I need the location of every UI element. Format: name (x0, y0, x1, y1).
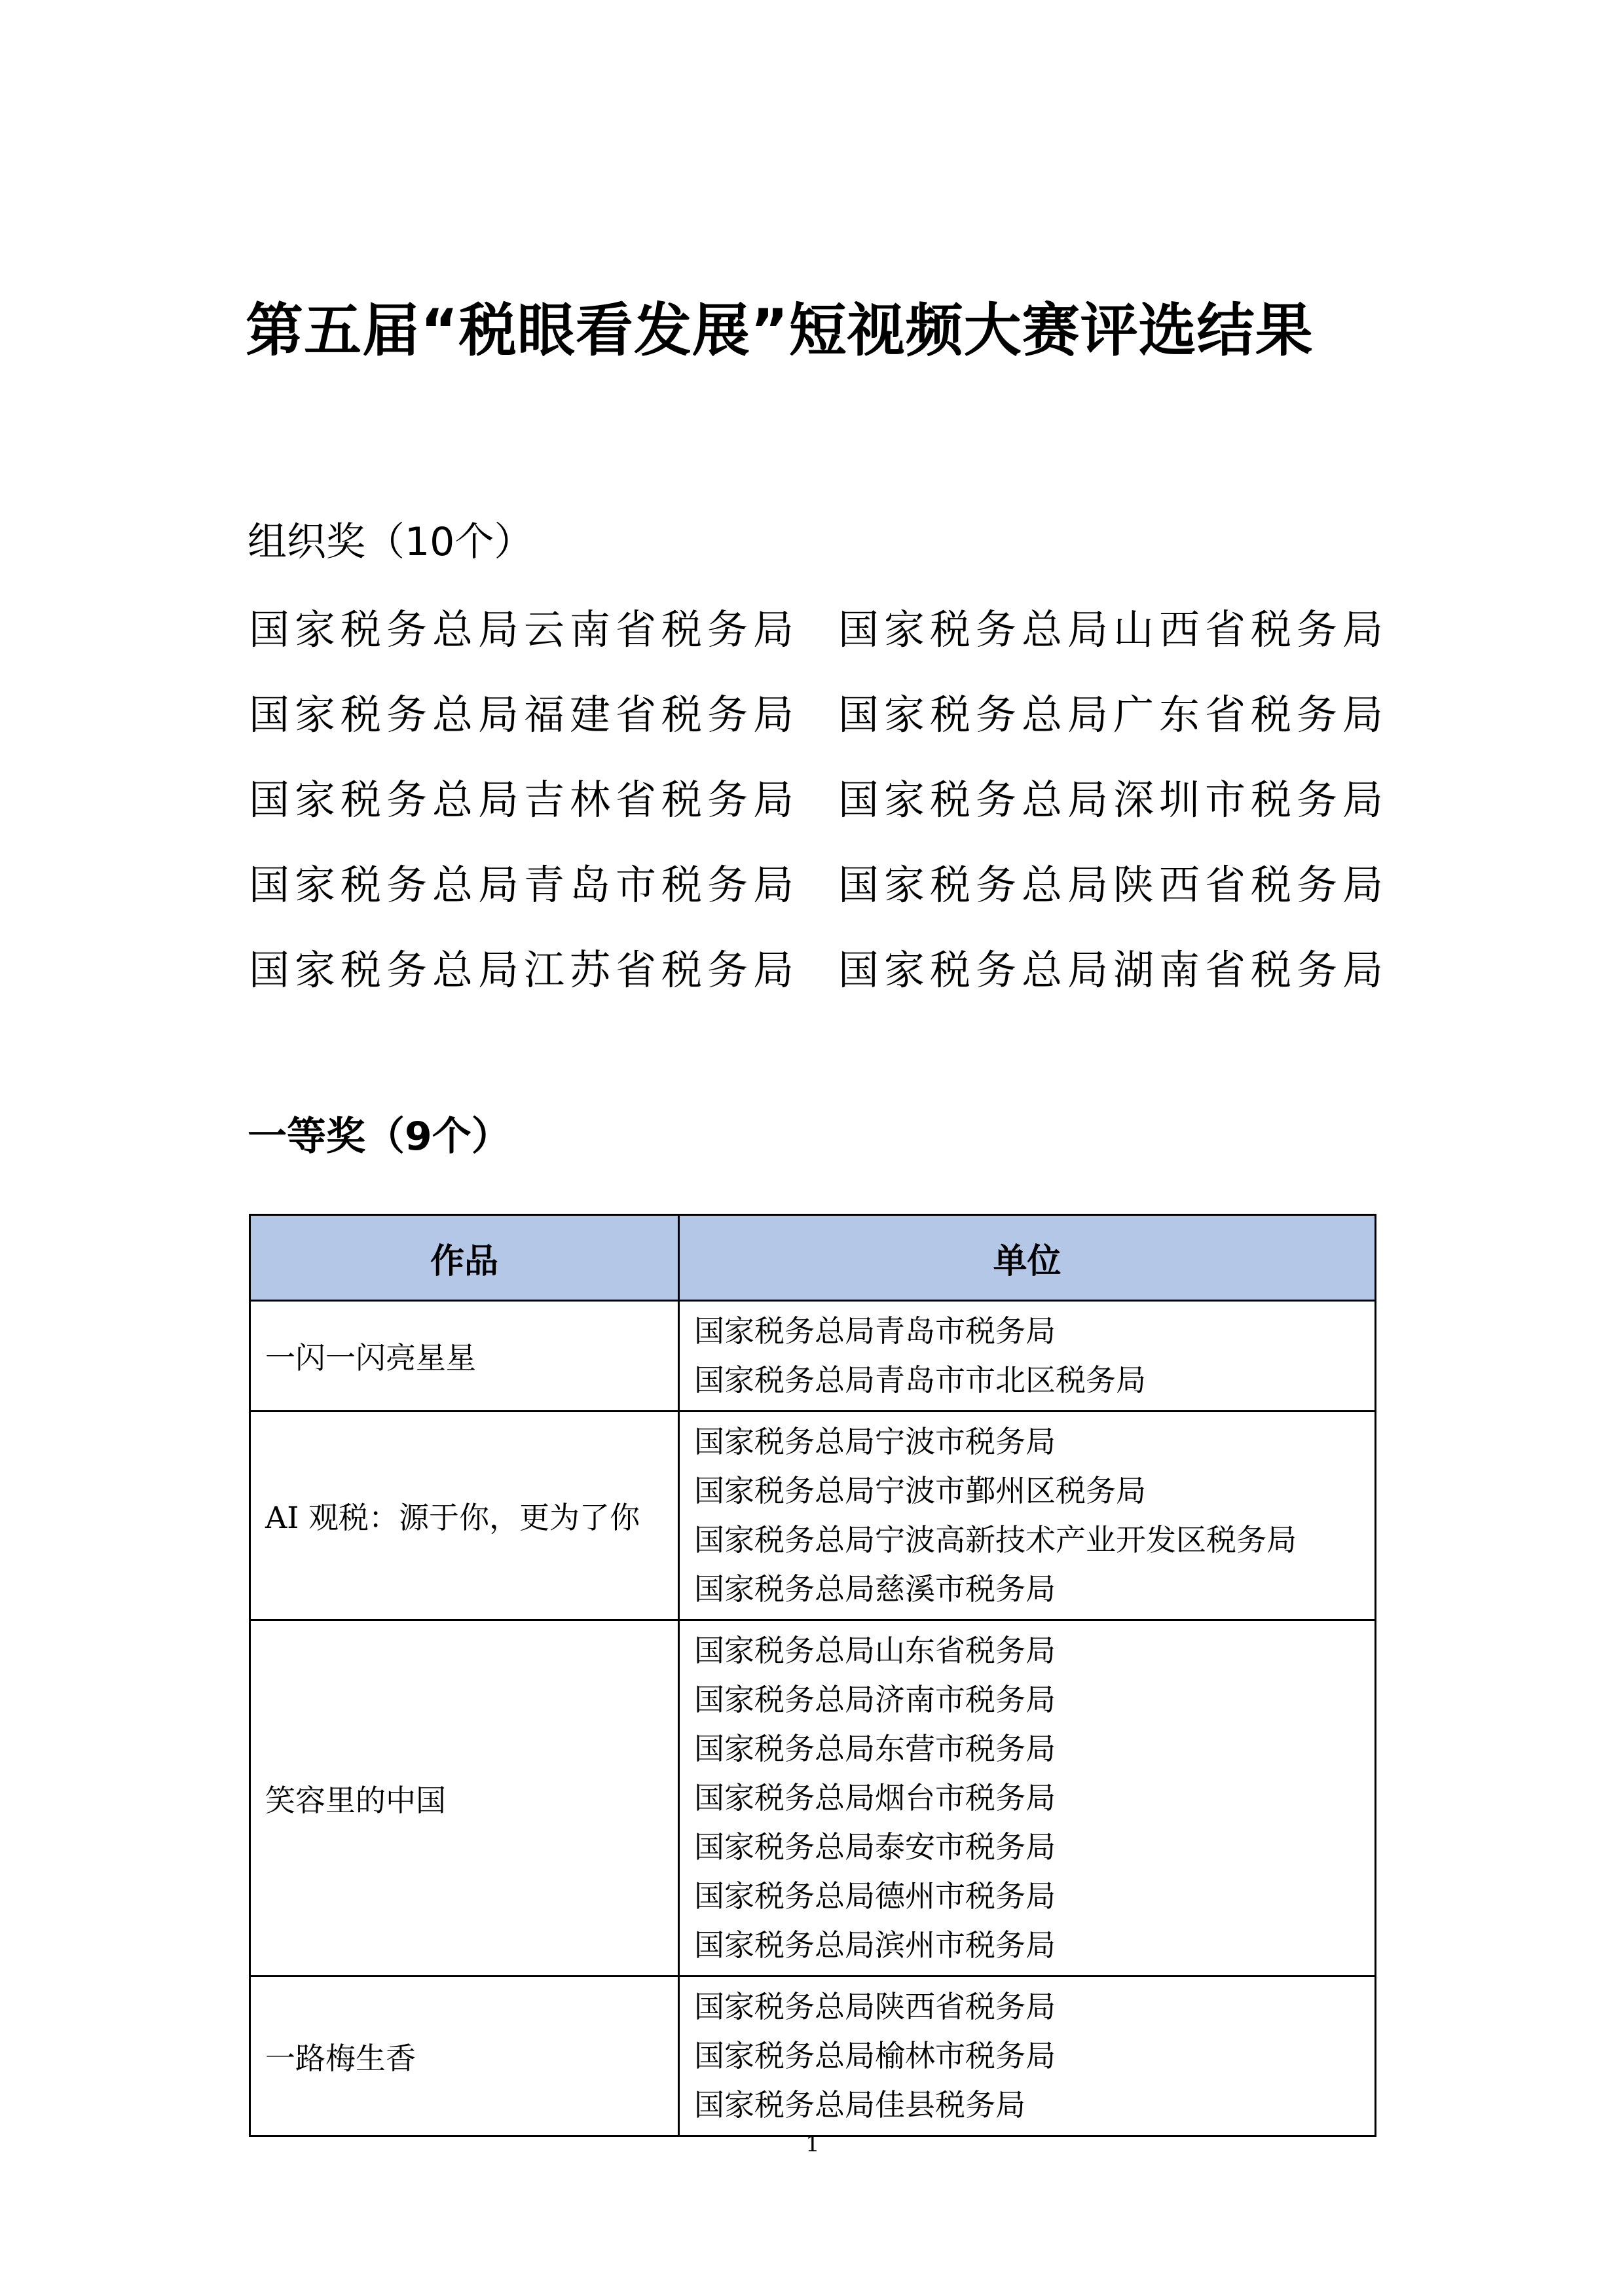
org-award-item: 国家税务总局深圳市税务局 (838, 776, 1389, 824)
org-award-heading: 组织奖（10个） (248, 519, 534, 565)
org-award-item: 国家税务总局云南省税务局 (249, 606, 800, 653)
org-award-item: 国家税务总局吉林省税务局 (249, 776, 800, 824)
org-award-item: 国家税务总局福建省税务局 (249, 691, 800, 738)
table-row (250, 1977, 1376, 2136)
first-prize-table (249, 1214, 1376, 2137)
table-row (250, 1301, 1376, 1412)
units-cell (679, 1412, 1376, 1620)
table-row (250, 1412, 1376, 1620)
unit-name: 国家税务总局慈溪市税务局 (694, 1571, 1056, 1607)
units-cell (679, 1301, 1376, 1412)
page-title: 第五届“税眼看发展”短视频大赛评选结果 (246, 297, 1314, 364)
org-award-item: 国家税务总局山西省税务局 (838, 606, 1389, 653)
first-prize-heading: 一等奖（9个） (248, 1114, 511, 1159)
work-title: 一路梅生香 (250, 1977, 679, 2136)
unit-name: 国家税务总局榆林市税务局 (694, 2038, 1056, 2073)
unit-name: 国家税务总局山东省税务局 (694, 1633, 1056, 1668)
units-cell (679, 1977, 1376, 2136)
unit-name: 国家税务总局烟台市税务局 (694, 1780, 1056, 1815)
column-header-unit: 单位 (679, 1215, 1376, 1301)
page-number: 1 (805, 2131, 820, 2157)
org-award-item: 国家税务总局广东省税务局 (838, 691, 1389, 738)
work-title: 笑容里的中国 (250, 1620, 679, 1977)
unit-name: 国家税务总局滨州市税务局 (694, 1927, 1056, 1963)
org-award-item: 国家税务总局湖南省税务局 (838, 946, 1389, 994)
units-cell (679, 1620, 1376, 1977)
column-header-work: 作品 (250, 1215, 679, 1301)
org-award-item: 国家税务总局青岛市税务局 (249, 861, 800, 909)
work-title: AI 观税：源于你，更为了你 (250, 1412, 679, 1620)
unit-name: 国家税务总局宁波市鄞州区税务局 (694, 1473, 1146, 1508)
work-title: 一闪一闪亮星星 (250, 1301, 679, 1412)
unit-name: 国家税务总局济南市税务局 (694, 1682, 1056, 1717)
unit-name: 国家税务总局德州市税务局 (694, 1878, 1056, 1914)
unit-name: 国家税务总局泰安市税务局 (694, 1829, 1056, 1865)
unit-name: 国家税务总局陕西省税务局 (694, 1989, 1056, 2024)
unit-name: 国家税务总局佳县税务局 (694, 2087, 1025, 2123)
unit-name: 国家税务总局宁波市税务局 (694, 1424, 1056, 1459)
org-award-item: 国家税务总局江苏省税务局 (249, 946, 800, 994)
table-header-row (250, 1215, 1376, 1301)
org-award-item: 国家税务总局陕西省税务局 (838, 861, 1389, 909)
unit-name: 国家税务总局东营市税务局 (694, 1731, 1056, 1766)
unit-name: 国家税务总局宁波高新技术产业开发区税务局 (694, 1522, 1297, 1558)
table-row (250, 1620, 1376, 1977)
unit-name: 国家税务总局青岛市税务局 (694, 1313, 1056, 1349)
unit-name: 国家税务总局青岛市市北区税务局 (694, 1362, 1146, 1398)
